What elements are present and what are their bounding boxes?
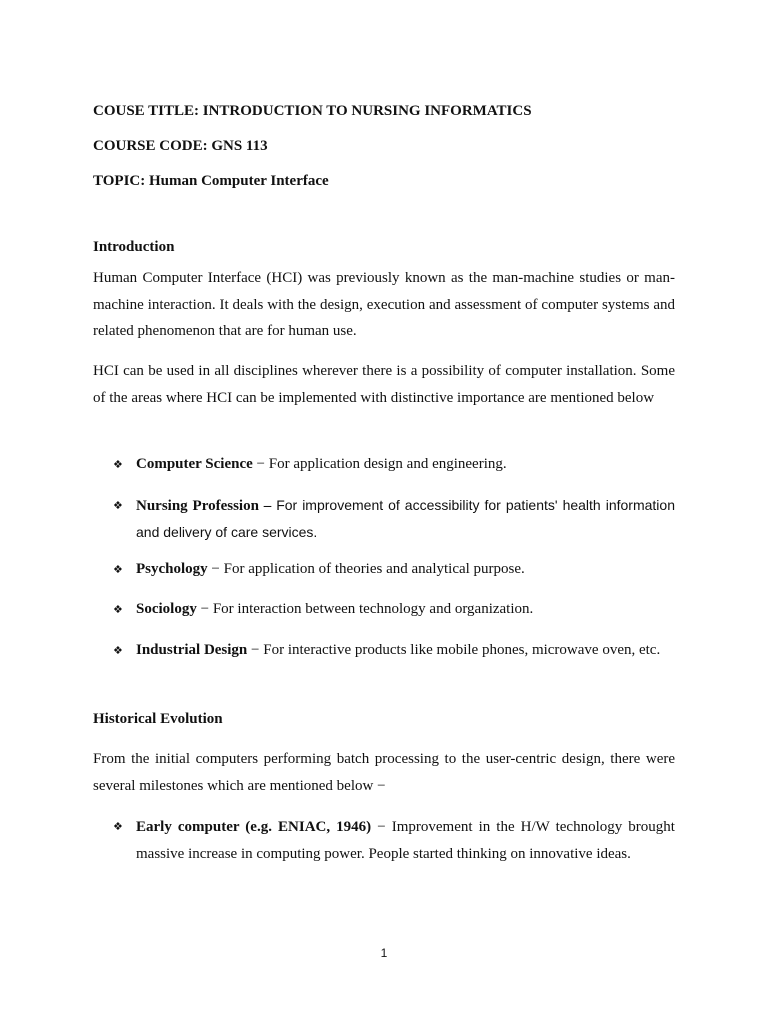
list-item-text: Sociology − For interaction between technology and organization. [136, 601, 534, 617]
diamond-bullet-icon: ❖ [113, 563, 123, 576]
introduction-heading: Introduction [93, 239, 175, 255]
historical-evolution-heading: Historical Evolution [93, 711, 223, 727]
list-item-early-computer [93, 814, 675, 867]
introduction-paragraph-2: HCI can be used in all disciplines wherever there is a possibility of computer installation. Some of the areas where HCI can be implemented with distinctive importance are mentioned below [93, 363, 675, 406]
list-item-text: Industrial Design − For interactive products like mobile phones, microwave oven, etc. [136, 642, 661, 658]
list-item-nursing-profession [93, 493, 675, 546]
diamond-bullet-icon: ❖ [113, 458, 123, 471]
diamond-bullet-icon: ❖ [113, 820, 123, 833]
diamond-bullet-icon: ❖ [113, 499, 123, 512]
list-item-psychology [93, 557, 675, 583]
course-code: COURSE CODE: GNS 113 [93, 138, 268, 154]
list-item-text: Nursing Profession – For improvement of accessibility for patients' health information and delivery of care services. [136, 497, 675, 540]
topic-title: TOPIC: Human Computer Interface [93, 173, 329, 189]
page-number: 1 [380, 946, 388, 960]
diamond-bullet-icon: ❖ [113, 644, 123, 657]
course-title: COUSE TITLE: INTRODUCTION TO NURSING INFORMATICS [93, 103, 532, 119]
list-item-text: Psychology − For application of theories and analytical purpose. [136, 561, 525, 577]
diamond-bullet-icon: ❖ [113, 603, 123, 616]
introduction-paragraph-1: Human Computer Interface (HCI) was previously known as the man-machine studies or man-machine interaction. It deals with the design, execution and assessment of computer systems and related phenomenon that are for human use. [93, 270, 675, 339]
list-item-industrial-design [93, 638, 675, 664]
list-item-text: Early computer (e.g. ENIAC, 1946) − Improvement in the H/W technology brought massive increase in computing power. People started thinking on innovative ideas. [136, 819, 675, 862]
list-item-sociology [93, 597, 675, 623]
list-item-text: Computer Science − For application design and engineering. [136, 456, 507, 472]
list-item-computer-science [93, 452, 675, 478]
historical-evolution-paragraph: From the initial computers performing batch processing to the user-centric design, there were several milestones which are mentioned below − [93, 751, 675, 794]
